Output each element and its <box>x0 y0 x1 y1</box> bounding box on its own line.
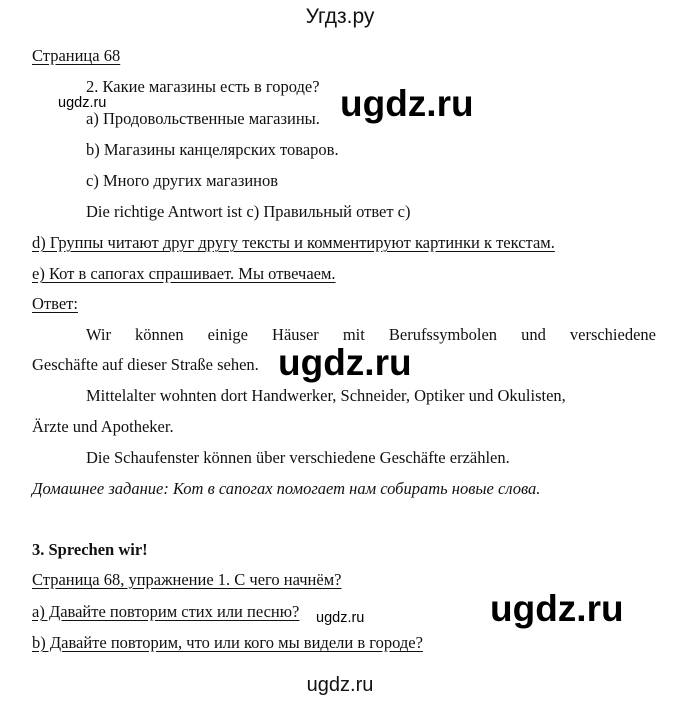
watermark-small: ugdz.ru <box>316 610 365 626</box>
watermark-large: ugdz.ru <box>278 342 412 383</box>
answer-paragraph-1-line-1: Wir können einige Häuser mit Berufssymbolen und verschiedene <box>86 325 656 344</box>
page-label: Страница 68 <box>32 46 121 65</box>
option-a: a) Продовольственные магазины. <box>86 109 320 128</box>
watermark-large: ugdz.ru <box>340 83 474 124</box>
watermark-small: ugdz.ru <box>58 95 107 111</box>
section-3-item-b: b) Давайте повторим, что или кого мы видели в городе? <box>32 633 423 652</box>
footer-watermark: ugdz.ru <box>306 674 374 696</box>
homework: Домашнее задание: Кот в сапогах помогает нам собирать новые слова. <box>32 479 541 498</box>
answer-paragraph-2-line-1: Mittelalter wohnten dort Handwerker, Schneider, Optiker und Okulisten, <box>86 386 566 405</box>
site-title: Угдз.ру <box>305 5 375 28</box>
watermark-large: ugdz.ru <box>490 588 624 629</box>
correct-answer: Die richtige Antwort ist c) Правильный ответ c) <box>86 202 411 221</box>
section-3-subtitle: Страница 68, упражнение 1. С чего начнём? <box>32 570 342 589</box>
answer-label: Ответ: <box>32 294 78 313</box>
option-b: b) Магазины канцелярских товаров. <box>86 140 339 159</box>
task-d: d) Группы читают друг другу тексты и комментируют картинки к текстам. <box>32 233 555 252</box>
answer-paragraph-3: Die Schaufenster können über verschiedene Geschäfte erzählen. <box>86 448 510 467</box>
section-3-title: 3. Sprechen wir! <box>32 540 148 559</box>
option-c: c) Много других магазинов <box>86 171 279 190</box>
question-prompt: 2. Какие магазины есть в городе? <box>86 77 320 96</box>
section-3-item-a: a) Давайте повторим стих или песню? <box>32 602 300 621</box>
answer-paragraph-1-line-2: Geschäfte auf dieser Straße sehen. <box>32 355 259 374</box>
task-e: e) Кот в сапогах спрашивает. Мы отвечаем. <box>32 264 336 283</box>
answer-paragraph-2-line-2: Ärzte und Apotheker. <box>32 417 174 436</box>
